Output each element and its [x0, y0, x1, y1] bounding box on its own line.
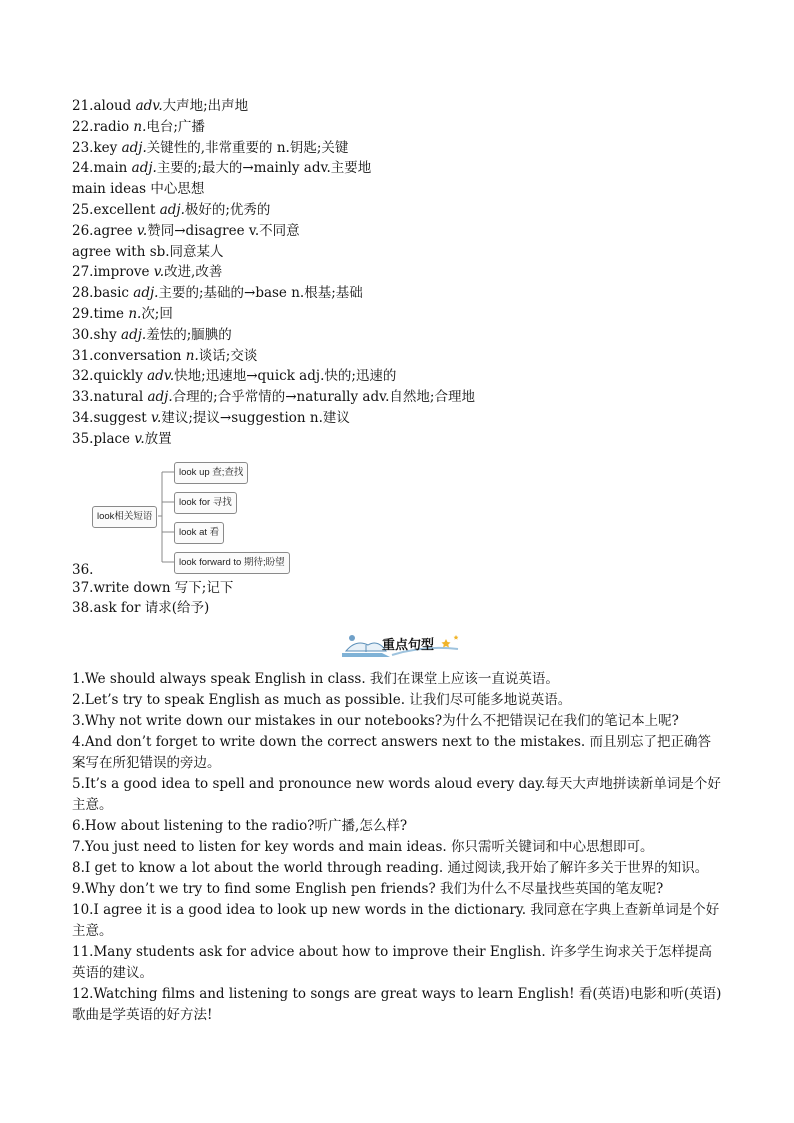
vocab-word: key: [93, 139, 122, 156]
vocab-item: [72, 366, 722, 387]
vocab-pos: adj.: [131, 160, 157, 177]
vocab-word: conversation: [93, 347, 186, 364]
key-sentence: 12.Watching films and listening to songs are great ways to learn English! 看(英语)电影和听(英语)歌曲是学英语的好方法!: [72, 986, 722, 1024]
vocab-number: 22.: [72, 118, 94, 135]
vocab-pos: n.: [185, 347, 199, 364]
vocab-number: 31.: [72, 347, 94, 364]
vocab-meaning: 放置: [144, 430, 172, 447]
vocab-item: [72, 179, 722, 200]
vocab-pos: n.: [133, 118, 147, 135]
vocab-word: quickly: [93, 368, 148, 385]
vocab-item: [72, 117, 722, 138]
vocab-pos: v.: [151, 409, 162, 426]
key-sentence: 4.And don’t forget to write down the correct answers next to the mistakes. 而且别忘了把正确答案写在所犯错误的旁边。: [72, 734, 711, 772]
key-sentence: 2.Let’s try to speak English as much as possible. 让我们尽可能多地说英语。: [72, 692, 572, 709]
vocab-pos: adj.: [121, 326, 147, 343]
vocab-meaning: 谈话;交谈: [198, 347, 258, 364]
vocab-word: excellent: [93, 201, 160, 218]
vocab-number: 23.: [72, 139, 94, 156]
key-sentence: 6.How about listening to the radio?听广播,怎么样?: [72, 818, 408, 835]
vocab-word: agree: [93, 222, 137, 239]
vocab-word: suggest: [93, 409, 152, 426]
vocab-number: 26.: [72, 222, 94, 239]
key-sentence: 3.Why not write down our mistakes in our notebooks?为什么不把错误记在我们的笔记本上呢?: [72, 713, 679, 730]
vocab-word: aloud: [93, 98, 136, 114]
section-header: [72, 625, 722, 665]
vocab-number: 34.: [72, 409, 94, 426]
key-sentence: 5.It’s a good idea to spell and pronounce new words aloud every day.每天大声地拼读新单词是个好主意。: [72, 776, 721, 814]
vocab-pos: adv.: [135, 98, 163, 114]
vocab-pos: adj.: [121, 139, 147, 156]
vocab-list-a: [72, 96, 722, 450]
vocab-number: 21.: [72, 98, 94, 114]
vocab-meaning: 建议;提议→suggestion n.建议: [161, 409, 350, 426]
vocab-number: 35.: [72, 430, 94, 447]
vocab-item: [72, 262, 722, 283]
vocab-item: [72, 221, 722, 242]
vocab-number: 25.: [72, 201, 94, 218]
key-sentence: 9.Why don’t we try to find some English pen friends? 我们为什么不尽量找些英国的笔友呢?: [72, 881, 664, 898]
key-sentence: 10.I agree it is a good idea to look up new words in the dictionary. 我同意在字典上查新单词是个好主意。: [72, 902, 720, 940]
vocab-item: [72, 200, 722, 221]
vocab-word: improve: [93, 264, 154, 281]
vocab-item: [72, 96, 722, 117]
key-sentence: 11.Many students ask for advice about how to improve their English. 许多学生询求关于怎样提高英语的建议。: [72, 944, 712, 982]
vocab-pos: n.: [128, 305, 142, 322]
mindmap-branch-look-up: look up 查;查找: [174, 462, 248, 484]
vocab-item: [72, 158, 722, 179]
vocab-word: shy: [93, 326, 122, 343]
vocab-item: [72, 138, 722, 159]
vocab-number: 32.: [72, 368, 94, 385]
vocab-pos: adj.: [147, 389, 173, 406]
vocab-number: 29.: [72, 305, 94, 322]
vocab-meaning: 赞同→disagree v.不同意: [147, 222, 300, 239]
vocab-number: 33.: [72, 389, 94, 406]
mindmap-root: look相关短语: [92, 506, 157, 528]
vocab-number: 27.: [72, 264, 94, 281]
vocab-pos: v.: [136, 222, 148, 239]
vocab-item-37: 37.write down 写下;记下: [72, 579, 234, 596]
look-phrases-mindmap: [72, 458, 332, 578]
vocab-word: basic: [93, 285, 134, 302]
vocab-meaning: 改进,改善: [164, 264, 223, 281]
sentence-list: [72, 669, 722, 1026]
vocab-meaning: 羞怯的;腼腆的: [146, 326, 232, 343]
vocab-meaning: 极好的;优秀的: [184, 201, 271, 218]
section-title: 重点句型: [382, 638, 435, 654]
vocab-word: main ideas 中心思想: [72, 181, 205, 198]
vocab-pos: v.: [153, 264, 165, 281]
vocab-item: [72, 387, 722, 408]
key-sentence: 1.We should always speak English in class. 我们在课堂上应该一直说英语。: [72, 671, 559, 688]
vocab-number: 28.: [72, 285, 94, 302]
vocab-item-38: 38.ask for 请求(给予): [72, 600, 210, 617]
vocab-meaning: 主要的;基础的→base n.根基;基础: [158, 285, 363, 302]
vocab-word: agree with sb.同意某人: [72, 243, 224, 260]
vocab-meaning: 关键性的,非常重要的 n.钥匙;关键: [146, 139, 349, 156]
vocab-meaning: 主要的;最大的→mainly adv.主要地: [156, 160, 372, 177]
key-sentence: 8.I get to know a lot about the world through reading. 通过阅读,我开始了解许多关于世界的知识。: [72, 860, 709, 877]
mindmap-branch-look-at: look at 看: [174, 522, 224, 544]
vocab-pos: adv.: [147, 368, 175, 385]
vocab-item: [72, 325, 722, 346]
item-number-36: 36.: [72, 561, 94, 578]
vocab-word: natural: [93, 389, 148, 406]
key-sentence: 7.You just need to listen for key words and main ideas. 你只需听关键词和中心思想即可。: [72, 839, 654, 856]
vocab-word: main: [93, 160, 132, 177]
vocab-pos: v.: [134, 430, 145, 447]
vocab-item: [72, 429, 722, 450]
vocab-word: time: [93, 305, 129, 322]
vocab-item: [72, 283, 722, 304]
vocab-meaning: 次;回: [141, 305, 173, 322]
mindmap-branch-look-forward-to: look forward to 期待;盼望: [174, 552, 290, 574]
vocab-meaning: 电台;广播: [146, 118, 205, 135]
vocab-item: [72, 346, 722, 367]
vocab-number: 30.: [72, 326, 94, 343]
vocab-number: 24.: [72, 160, 94, 177]
vocab-pos: adj.: [159, 201, 185, 218]
vocab-meaning: 合理的;合乎常情的→naturally adv.自然地;合理地: [172, 389, 475, 406]
vocab-pos: adj.: [133, 285, 159, 302]
document-page: [72, 96, 722, 1026]
vocab-item: [72, 408, 722, 429]
mindmap-branch-look-for: look for 寻找: [174, 492, 237, 514]
vocab-word: radio: [93, 118, 134, 135]
vocab-item: [72, 304, 722, 325]
vocab-meaning: 大声地;出声地: [162, 98, 249, 114]
vocab-item: [72, 242, 722, 263]
vocab-word: place: [93, 430, 135, 447]
vocab-meaning: 快地;迅速地→quick adj.快的;迅速的: [174, 368, 397, 385]
